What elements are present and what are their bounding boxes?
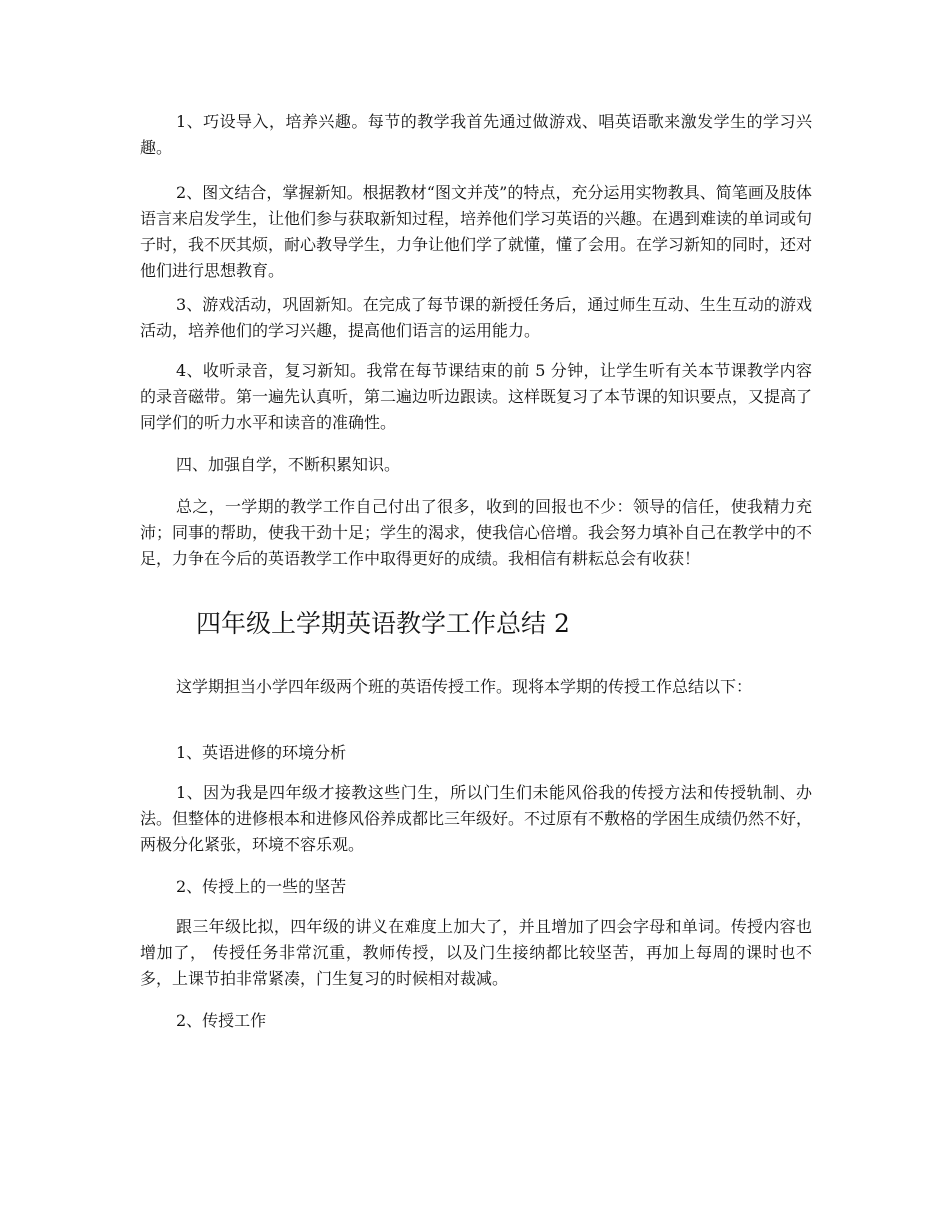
section-heading: 四年级上学期英语教学工作总结 2 <box>196 609 570 638</box>
paragraph-environment: 1、因为我是四年级才接教这些门生，所以门生们未能风俗我的传授方法和传授轨制、办法。但整体的进修根本和进修风俗养成都比三年级好。不过原有不敷格的学困生成绩仍然不好，两极分化紧张，环境不容乐观。 <box>140 783 813 854</box>
paragraph-summary: 总之，一学期的教学工作自己付出了很多，收到的回报也不少：领导的信任，使我精力充沛；同事的帮助，使我干劲十足；学生的渴求，使我信心倍增。我会努力填补自己在教学中的不足，力争在今后的英语教学工作中取得更好的成绩。我相信有耕耘总会有收获！ <box>140 497 813 568</box>
paragraph-recording: 4、收听录音，复习新知。我常在每节课结束的前 5 分钟，让学生听有关本节课教学内容的录音磁带。第一遍先认真听，第二遍边听边跟读。这样既复习了本节课的知识要点，又提高了同学们的听力水平和读音的准确性。 <box>140 361 813 432</box>
paragraph-heading-environment: 1、英语进修的环境分析 <box>176 743 347 762</box>
paragraph-heading-work: 2、传授工作 <box>176 1011 267 1030</box>
paragraph-games: 3、游戏活动，巩固新知。在完成了每节课的新授任务后，通过师生互动、生生互动的游戏活动，培养他们的学习兴趣，提高他们语言的运用能力。 <box>140 295 812 340</box>
paragraph-self-study: 四、加强自学，不断积累知识。 <box>176 455 401 474</box>
paragraph-difficulties: 跟三年级比拟，四年级的讲义在难度上加大了，并且增加了四会字母和单词。传授内容也增加了， 传授任务非常沉重，教师传授，以及门生接纳都比较坚苦，再加上每周的课时也不多，上课节拍非常紧凑，门生复习的时候相对裁减。 <box>140 917 812 988</box>
paragraph-heading-difficulties: 2、传授上的一些的坚苦 <box>176 877 347 896</box>
paragraph-picture-text: 2、图文结合，掌握新知。根据教材“图文并茂”的特点，充分运用实物教具、简笔画及肢体语言来启发学生，让他们参与获取新知过程，培养他们学习英语的兴趣。在遇到难读的单词或句子时，我不厌其烦，耐心教导学生，力争让他们学了就懂，懂了会用。在学习新知的同时，还对他们进行思想教育。 <box>140 183 813 280</box>
paragraph-intro: 这学期担当小学四年级两个班的英语传授工作。现将本学期的传授工作总结以下： <box>176 677 753 696</box>
paragraph-interest: 1、巧设导入，培养兴趣。每节的教学我首先通过做游戏、唱英语歌来激发学生的学习兴趣。 <box>140 112 812 157</box>
